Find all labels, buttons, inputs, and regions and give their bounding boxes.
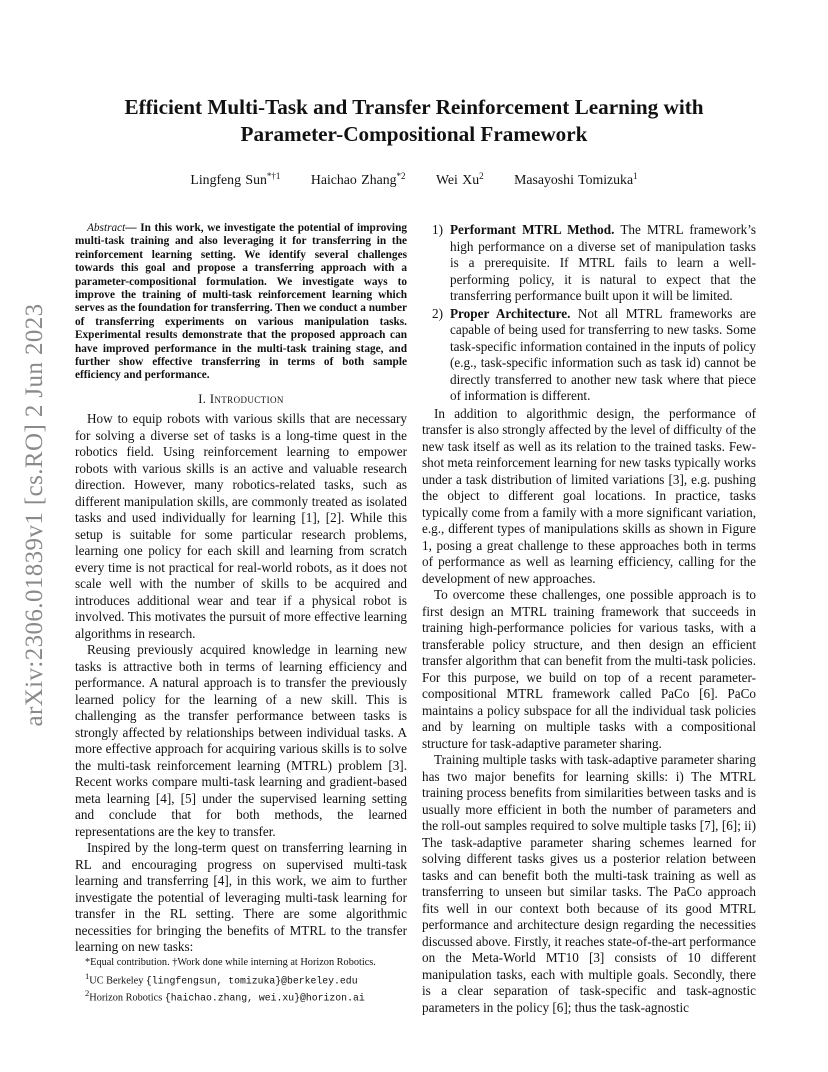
footnote-mark: 2 [85,988,90,999]
paragraph: How to equip robots with various skills that are necessary for solving a diverse set of tasks is a long-time quest in the robotics field. Using reinforcement learning to empower robots with various skills is an active and valuable research direction. However, many robotics-related tasks, such as different manipulation skills, are commonly treated as isolated tasks and used individually for learning [1], [2]. While this setup is suitable for some particular research problems, learning one policy for each skill and learning from scratch every time is not practical for real-world robots, as it does not scale well with the number of skills to be acquired and introduces additional wear and tear if a physical robot is involved. This motivates the pursuit of more effective learning algorithms in research. [75,411,407,641]
abstract-text: — In this work, we investigate the potential of improving multi-task training and also leveraging it for transferring in the reinforcement learning setting. We identify several challenges towards this goal and propose a transferring approach with a parameter-compositional formulation. We investigate ways to improve the training of multi-task reinforcement learning which serves as the foundation for transferring. Then we conduct a number of transferring experiments on various manipulation tasks. Experimental results demonstrate that the proposed approach can have improved performance in the multi-task training stage, and further show effective transferring in terms of both sample efficiency and performance. [75,222,407,382]
footnote-affiliation-2 [75,987,407,1005]
paragraph: Training multiple tasks with task-adaptive parameter sharing has two major benefits for learning skills: i) The MTRL training process benefits from similarities between tasks and is usually more efficient in both the number of parameters and the roll-out samples required to solve multiple tasks [7], [6]; ii) The task-adaptive parameter sharing schemes learned for solving different tasks gives us a posterior relation between tasks and can benefit both the multi-task training as well as transferring to unseen but similar tasks. The PaCo approach fits well in our context both because of its good MTRL performance and architecture design regarding the necessities discussed above. Firstly, it reaches state-of-the-art performance on the Meta-World MT10 [3] consists of 10 different manipulation tasks, each with multiple goals. Secondly, there is a clear separation of task-specific and task-agnostic parameters in the policy [6]; thus the task-agnostic [422,752,756,1015]
paragraph: In addition to algorithmic design, the performance of transfer is also strongly affected by the level of difficulty of the new task itself as well as its relation to the trained tasks. Few-shot meta reinforcement learning for new tasks typically works under a task distribution of limited variations [3], e.g. pushing the object to different goal locations. In practice, tasks typically come from a family with a more significant variation, e.g., different types of manipulations skills as shown in Figure 1, posing a great challenge to these approaches both in terms of performance as well as learning efficiency, calling for the development of new approaches. [422,405,756,586]
paragraph: To overcome these challenges, one possible approach is to first design an MTRL training framework that succeeds in training high-performance policies for various tasks, with a transferable policy structure, and then design an efficient transfer algorithm that can benefit from the multi-task policies. For this purpose, we build on top of a recent parameter-compositional MTRL framework called PaCo [6]. PaCo maintains a policy subspace for all the individual task policies and by learning on multiple tasks with a compositional structure for task-adaptive parameter sharing. [422,587,756,751]
author [190,172,280,187]
footnote-affiliation: UC Berkeley [89,974,146,986]
title-line-2: Parameter-Compositional Framework [240,122,588,146]
section-heading-introduction: I. Introduction [198,391,284,406]
author [514,172,637,187]
author-affiliation-mark: 1 [633,171,638,181]
author [311,172,406,187]
footnote-email[interactable]: {lingfengsun, tomizuka}@berkeley.edu [145,974,358,986]
author-name: Haichao Zhang [310,172,397,187]
footnote-equal-contribution: *Equal contribution. †Work done while interning at Horizon Robotics. [85,957,376,968]
paragraph: Inspired by the long-term quest on transferring learning in RL and encouraging progress on supervised multi-task learning and transferring [4], in this work, we aim to further investigate the potential of leveraging multi-task learning for transfer in the RL setting. There are some algorithmic necessities for bringing the benefits of MTRL to the transfer learning on new tasks: [75,840,407,955]
footnotes [75,956,407,1005]
arxiv-identifier [10,280,60,750]
abstract-label: Abstract [87,222,126,234]
list-item-number: 2) [432,305,443,321]
necessities-list [422,222,756,405]
list-item [422,306,756,405]
footnote-mark: 1 [85,970,90,981]
author-list [80,171,748,188]
list-item-heading: Performant MTRL Method. [450,222,615,237]
paragraph: Reusing previously acquired knowledge in learning new tasks is attractive both in terms of learning efficiency and performance. A natural approach is to transfer the previously learned policy for the learning of a new skill. This is challenging as the transfer performance between tasks is strongly affected by relationships between individual tasks. A more effective approach for acquiring various skills is to solve the multi-task reinforcement learning (MTRL) problem [3]. Recent works compare multi-task learning and gradient-based meta learning [4], [5] under the supervised learning setting and conclude that for both methods, the learned representations are the key to transfer. [75,642,407,839]
list-item-text: The MTRL framework’s high performance on a diverse set of manipulation tasks is a prerequisite. If MTRL fails to learn a well-performing policy, it is natural to expect that the transferring performance built upon it will be limited. [450,222,756,303]
footnote-email[interactable]: {haichao.zhang, wei.xu}@horizon.ai [164,992,365,1004]
left-column [75,222,407,956]
abstract [75,222,407,383]
paper-title [80,94,748,148]
author-name: Masayoshi Tomizuka [514,172,634,187]
list-item-heading: Proper Architecture. [450,305,571,321]
author-affiliation-mark: 2 [479,171,484,181]
right-column [422,222,756,1016]
author-affiliation-mark: *†1 [266,171,281,181]
author-name: Lingfeng Sun [190,172,267,187]
author-affiliation-mark: *2 [396,171,406,181]
list-item [422,222,756,305]
list-item-number: 1) [432,222,443,237]
author [436,172,484,187]
arxiv-identifier-text: arXiv:2306.01839v1 [cs.RO] 2 Jun 2023 [21,303,48,727]
author-name: Wei Xu [435,172,480,187]
footnote-affiliation: Horizon Robotics [89,992,165,1004]
title-line-1: Efficient Multi-Task and Transfer Reinforcement Learning with [124,95,704,119]
list-item-text: Not all MTRL frameworks are capable of being used for transferring to new tasks. Some task-specific information contained in the inputs of policy (e.g., task-specific information such as task id) cannot be directly transferred to another new task where that piece of information is different. [450,305,757,403]
footnote-affiliation-1 [75,970,407,988]
